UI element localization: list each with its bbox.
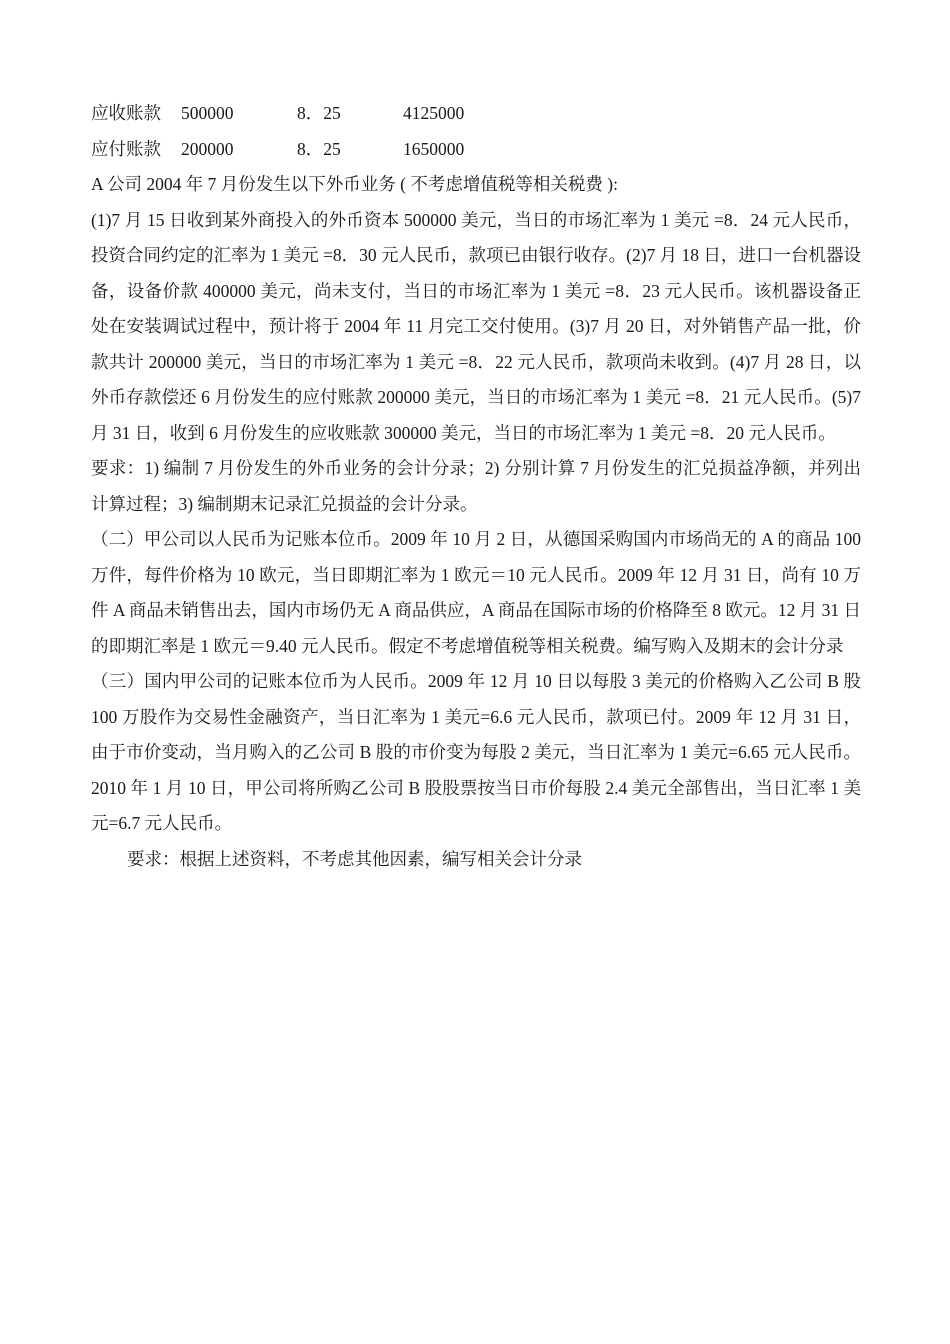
rmb-amount: 1650000	[403, 138, 465, 159]
question-1-body: (1)7 月 15 日收到某外商投入的外币资本 500000 美元，当日的市场汇率为 1 美元 =8．24 元人民币，投资合同约定的汇率为 1 美元 =8．30 元人民币，款项已由银行收存。(2)7 月 18 日，进口一台机器设备，设备价款 400000 美元，尚未支付，当日的市场汇率为 1 美元 =8．23 元人民币。该机器设备正处在安装调试过程中，预计将于 2004 年 11 月完工交付使用。(3)7 月 20 日，对外销售产品一批，价款共计 200000 美元，当日的市场汇率为 1 美元 =8．22 元人民币，款项尚未收到。(4)7 月 28 日，以外币存款偿还 6 月份发生的应付账款 200000 美元，当日的市场汇率为 1 美元 =8．21 元人民币。(5)7 月 31 日，收到 6 月份发生的应收账款 300000 美元，当日的市场汇率为 1 美元 =8．20 元人民币。	[91, 209, 861, 443]
account-name: 应收账款	[91, 103, 161, 123]
exchange-rate: 8．25	[297, 103, 341, 123]
question-1-intro: A 公司 2004 年 7 月份发生以下外币业务 ( 不考虑增值税等相关税费 ):	[91, 174, 618, 194]
account-amount: 500000	[181, 103, 234, 123]
account-amount: 200000	[181, 138, 234, 159]
question-2: （二）甲公司以人民币为记账本位币。2009 年 10 月 2 日，从德国采购国内市场尚无的 A 的商品 100 万件，每件价格为 10 欧元，当日即期汇率为 1 欧元＝10 元人民币。2009 年 12 月 31 日，尚有 10 万件 A 商品未销售出去，国内市场仍无 A 商品供应，A 商品在国际市场的价格降至 8 欧元。12 月 31 日的即期汇率是 1 欧元＝9.40 元人民币。假定不考虑增值税等相关税费。编写购入及期末的会计分录	[91, 529, 862, 656]
question-3-requirement: 要求：根据上述资料，不考虑其他因素，编写相关会计分录	[127, 848, 582, 869]
rmb-amount: 4125000	[403, 103, 465, 123]
table-row	[91, 132, 861, 168]
account-name: 应付账款	[91, 138, 161, 159]
question-1-requirement: 要求：1) 编制 7 月份发生的外币业务的会计分录；2) 分别计算 7 月份发生的汇兑损益净额，并列出计算过程；3) 编制期末记录汇兑损益的会计分录。	[91, 458, 861, 514]
table-row	[91, 96, 861, 132]
question-3: （三）国内甲公司的记账本位币为人民币。2009 年 12 月 10 日以每股 3 美元的价格购入乙公司 B 股 100 万股作为交易性金融资产，当日汇率为 1 美元=6.6 元人民币，款项已付。2009 年 12 月 31 日，由于市价变动，当月购入的乙公司 B 股的市价变为每股 2 美元，当日汇率为 1 美元=6.65 元人民币。2010 年 1 月 10 日，甲公司将所购乙公司 B 股股票按当日市价每股 2.4 美元全部售出，当日汇率 1 美元=6.7 元人民币。	[91, 671, 861, 833]
exchange-rate: 8．25	[297, 138, 341, 159]
document-body	[91, 96, 861, 877]
